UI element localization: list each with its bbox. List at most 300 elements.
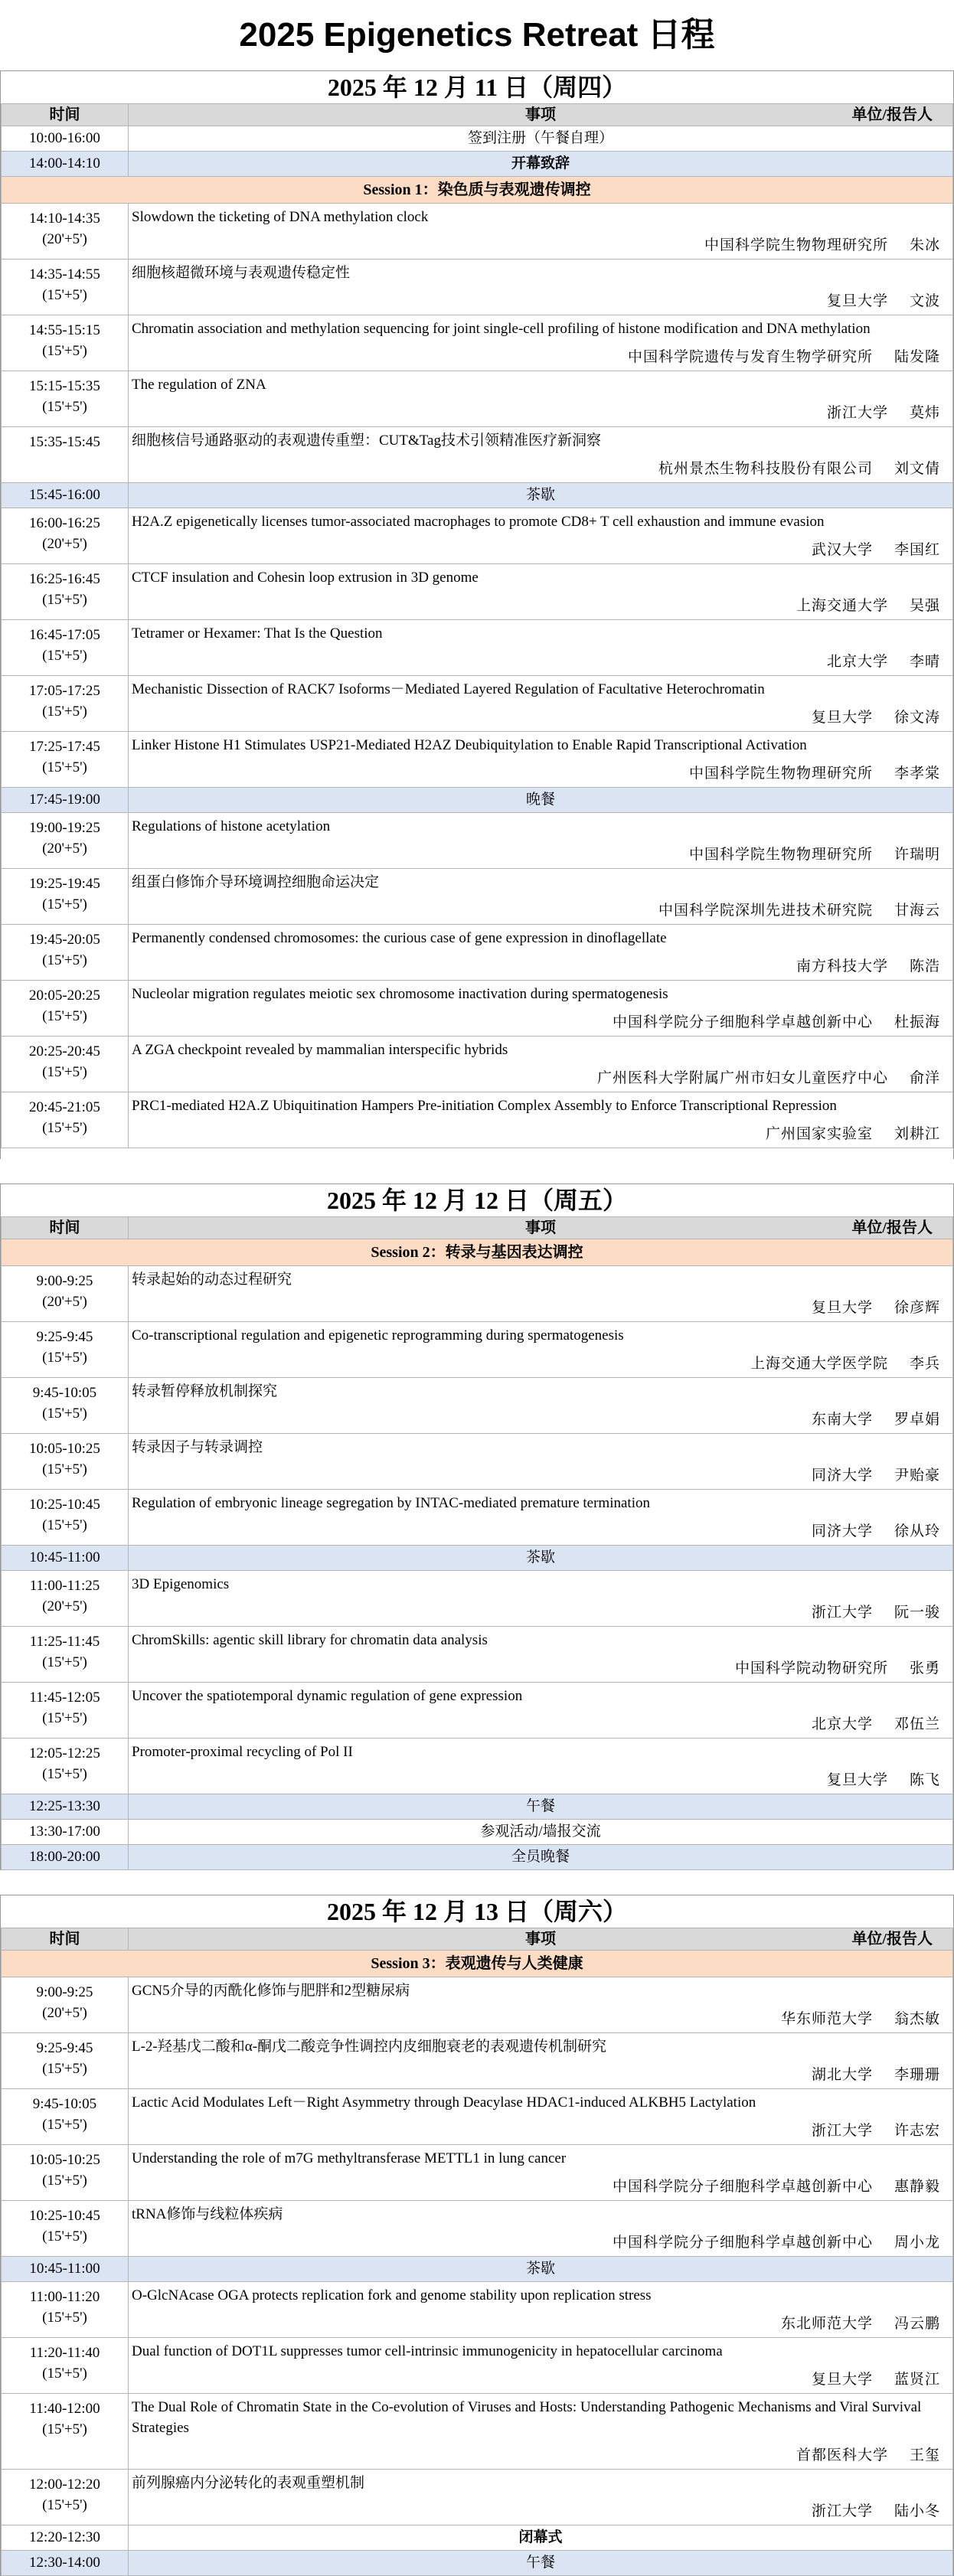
talk-cell	[129, 981, 953, 1037]
talk-duration: (15'+5')	[42, 343, 87, 359]
talk-unit: 中国科学院分子细胞科学卓越创新中心	[612, 1014, 873, 1030]
talk-speaker: 陆小冬	[894, 2503, 940, 2519]
talk-title: PRC1-mediated H2A.Z Ubiquitination Hampers Pre-initiation Complex Assembly to Enforce Transcriptional Repression	[132, 1098, 837, 1114]
time-cell	[2, 1490, 129, 1546]
talk-row	[2, 1092, 953, 1148]
talk-duration: (15'+5')	[42, 399, 87, 415]
talk-speaker: 徐从玲	[894, 1523, 940, 1539]
talk-affiliation-speaker	[750, 1354, 940, 1374]
talk-title: Nucleolar migration regulates meiotic sex chromosome inactivation during spermatogenesis	[132, 986, 668, 1002]
talk-cell	[129, 1092, 953, 1148]
talk-row	[2, 2201, 953, 2257]
talk-cell	[129, 2394, 953, 2470]
talk-cell	[129, 2033, 953, 2089]
talk-affiliation-speaker	[796, 2446, 940, 2466]
talk-affiliation-speaker	[812, 2121, 940, 2141]
talk-unit: 同济大学	[811, 1523, 873, 1539]
talk-speaker: 邓伍兰	[894, 1716, 940, 1732]
talk-time: 14:10-14:35	[29, 211, 100, 227]
session-title: Session 3：表观遗传与人类健康	[2, 1951, 953, 1977]
talk-affiliation-speaker	[812, 1466, 940, 1486]
talk-title: The Dual Role of Chromatin State in the Co-evolution of Viruses and Hosts: Understanding Pathogenic Mechanisms and Viral Survival Strategies	[132, 2399, 922, 2436]
talk-time: 17:05-17:25	[29, 683, 100, 699]
talk-cell	[129, 925, 953, 981]
talk-unit: 湖北大学	[811, 2067, 873, 2083]
talk-title: ChromSkills: agentic skill library for chromatin data analysis	[132, 1632, 488, 1648]
talk-speaker: 徐文涛	[894, 710, 940, 726]
talk-cell	[129, 813, 953, 869]
talk-time: 10:25-10:45	[29, 2208, 100, 2224]
talk-affiliation-speaker	[812, 1522, 940, 1542]
talk-time: 14:35-14:55	[29, 266, 100, 282]
talk-title: 组蛋白修饰介导环境调控细胞命运决定	[132, 874, 380, 890]
talk-duration: (15'+5')	[42, 1517, 87, 1533]
talk-unit: 东南大学	[811, 1412, 873, 1428]
break-label: 午餐	[129, 1794, 953, 1820]
talk-speaker: 李珊珊	[894, 2067, 940, 2083]
talk-duration: (15'+5')	[42, 896, 87, 913]
talk-cell	[129, 1322, 953, 1378]
talk-row	[2, 204, 953, 260]
talk-time: 9:00-9:25	[36, 1984, 93, 2000]
talk-cell	[129, 1627, 953, 1683]
talk-title: tRNA修饰与线粒体疾病	[132, 2206, 283, 2222]
talk-affiliation-speaker	[628, 348, 940, 367]
talk-unit: 复旦大学	[811, 2372, 873, 2388]
session-row	[2, 1239, 953, 1266]
talk-duration: (15'+5')	[42, 952, 87, 968]
talk-cell	[129, 315, 953, 371]
talk-duration: (15'+5')	[42, 287, 87, 303]
column-header-row	[2, 1928, 953, 1951]
time-cell: 10:45-11:00	[2, 1546, 129, 1571]
time-cell	[2, 925, 129, 981]
talk-duration: (20'+5')	[42, 841, 87, 857]
talk-row	[2, 1977, 953, 2033]
talk-row	[2, 676, 953, 732]
talk-time: 12:00-12:20	[29, 2476, 100, 2493]
talk-cell	[129, 1571, 953, 1627]
break-label: 开幕致辞	[129, 152, 953, 177]
time-cell	[2, 1571, 129, 1627]
agenda-break-row	[2, 152, 953, 177]
talk-row	[2, 1322, 953, 1378]
agenda-break-row	[2, 1546, 953, 1571]
agenda-break-row	[2, 1794, 953, 1820]
time-cell	[2, 732, 129, 788]
talk-cell	[129, 676, 953, 732]
talk-affiliation-speaker	[704, 236, 940, 256]
talk-time: 9:00-9:25	[36, 1273, 93, 1289]
talk-affiliation-speaker	[781, 2010, 940, 2029]
talk-time: 20:05-20:25	[29, 988, 100, 1004]
talk-speaker: 许瑞明	[894, 847, 940, 863]
time-cell	[2, 2089, 129, 2145]
break-label: 参观活动/墙报交流	[129, 1820, 953, 1845]
time-cell	[2, 508, 129, 564]
time-cell	[2, 1683, 129, 1739]
talk-duration: (15'+5')	[42, 704, 87, 720]
talk-cell	[129, 2470, 953, 2525]
agenda-break-row	[2, 2525, 953, 2551]
talk-time: 10:05-10:25	[29, 1441, 100, 1457]
talk-time: 19:25-19:45	[29, 876, 100, 892]
talk-title: Chromatin association and methylation sequencing for joint single-cell profiling of histone modification and DNA methylation	[132, 321, 871, 337]
talk-time: 15:15-15:35	[29, 378, 100, 394]
column-header-time: 时间	[2, 104, 129, 126]
talk-cell	[129, 1490, 953, 1546]
talk-title: Regulations of histone acetylation	[132, 818, 331, 834]
talk-cell	[129, 620, 953, 676]
break-label: 午餐	[129, 2551, 953, 2576]
talk-affiliation-speaker	[613, 2233, 940, 2253]
talk-time: 10:25-10:45	[29, 1497, 100, 1513]
talk-duration: (15'+5')	[42, 2173, 87, 2189]
talk-time: 9:25-9:45	[36, 2040, 93, 2056]
talk-unit: 中国科学院遗传与发育生物学研究所	[627, 349, 873, 365]
talk-duration: (20'+5')	[42, 2005, 87, 2021]
talk-speaker: 罗卓娟	[894, 1412, 940, 1428]
talk-unit: 武汉大学	[811, 542, 873, 558]
talk-time: 9:45-10:05	[32, 2096, 97, 2112]
talk-speaker: 杜振海	[894, 1014, 940, 1030]
talk-speaker: 翁杰敏	[894, 2011, 940, 2027]
talk-title: 细胞核超微环境与表观遗传稳定性	[132, 265, 351, 281]
talk-title: Uncover the spatiotemporal dynamic regulation of gene expression	[132, 1688, 523, 1704]
talk-title: 前列腺癌内分泌转化的表观重塑机制	[132, 2475, 365, 2491]
talk-time: 16:00-16:25	[29, 515, 100, 531]
schedule	[0, 70, 954, 2576]
talk-duration: (15'+5')	[42, 1406, 87, 1422]
talk-speaker: 莫炜	[909, 405, 940, 421]
talk-duration: (15'+5')	[42, 1064, 87, 1080]
talk-affiliation-speaker	[827, 652, 940, 672]
talk-time: 11:25-11:45	[29, 1634, 100, 1650]
talk-unit: 复旦大学	[826, 1772, 888, 1788]
page-title: 2025 Epigenetics Retreat 日程	[239, 16, 715, 54]
talk-row	[2, 1434, 953, 1490]
talk-title: CTCF insulation and Cohesin loop extrusion in 3D genome	[132, 570, 479, 586]
time-cell: 13:30-17:00	[2, 1820, 129, 1845]
time-cell	[2, 427, 129, 483]
time-cell	[2, 2201, 129, 2257]
talk-duration: (15'+5')	[42, 592, 87, 608]
talk-duration: (15'+5')	[42, 2117, 87, 2133]
talk-duration: (15'+5')	[42, 1766, 87, 1782]
talk-cell	[129, 1266, 953, 1322]
talk-row	[2, 2282, 953, 2338]
time-cell	[2, 813, 129, 869]
talk-unit: 浙江大学	[826, 405, 888, 421]
talk-cell	[129, 1739, 953, 1794]
time-cell: 12:30-14:00	[2, 2551, 129, 2576]
talk-affiliation-speaker	[812, 1298, 940, 1318]
talk-row	[2, 2338, 953, 2394]
talk-cell	[129, 2338, 953, 2394]
talk-cell	[129, 1977, 953, 2033]
session-row	[2, 177, 953, 204]
talk-unit: 中国科学院生物物理研究所	[688, 766, 873, 782]
talk-affiliation-speaker	[689, 845, 940, 865]
talk-duration: (15'+5')	[42, 2061, 87, 2077]
agenda-break-row	[2, 1820, 953, 1845]
talk-cell	[129, 2282, 953, 2338]
talk-unit: 复旦大学	[811, 710, 873, 726]
column-header-time: 时间	[2, 1928, 129, 1951]
talk-affiliation-speaker	[597, 1069, 940, 1089]
talk-time: 20:25-20:45	[29, 1043, 100, 1059]
time-cell: 15:45-16:00	[2, 483, 129, 508]
day-block	[0, 1895, 954, 2576]
talk-affiliation-speaker	[689, 764, 940, 784]
schedule-table	[1, 103, 953, 1159]
talk-time: 12:05-12:25	[29, 1745, 100, 1761]
column-header-item	[129, 1928, 953, 1951]
talk-unit: 中国科学院分子细胞科学卓越创新中心	[612, 2179, 873, 2195]
talk-affiliation-speaker	[812, 2065, 940, 2085]
talk-cell	[129, 1434, 953, 1490]
break-label: 晚餐	[129, 788, 953, 813]
column-header-item	[129, 1217, 953, 1239]
talk-time: 16:45-17:05	[29, 627, 100, 643]
talk-speaker: 周小龙	[894, 2235, 940, 2251]
talk-cell	[129, 732, 953, 788]
talk-cell	[129, 2145, 953, 2201]
talk-title: Dual function of DOT1L suppresses tumor cell-intrinsic immunogenicity in hepatocellular carcinoma	[132, 2343, 723, 2359]
talk-affiliation-speaker	[827, 292, 940, 312]
session-title: Session 1：染色质与表观遗传调控	[2, 177, 953, 204]
column-header-item-label: 事项	[525, 1931, 556, 1948]
talk-cell	[129, 564, 953, 620]
talk-affiliation-speaker	[658, 901, 940, 921]
time-cell	[2, 371, 129, 427]
talk-affiliation-speaker	[613, 1013, 940, 1033]
break-label: 闭幕式	[129, 2525, 953, 2551]
time-cell	[2, 676, 129, 732]
time-cell: 14:00-14:10	[2, 152, 129, 177]
spacer-cell	[2, 1148, 953, 1160]
talk-row	[2, 869, 953, 925]
talk-unit: 北京大学	[826, 654, 888, 670]
talk-title: O-GlcNAcase OGA protects replication fork and genome stability upon replication stress	[132, 2287, 652, 2303]
talk-duration: (15'+5')	[42, 1350, 87, 1366]
talk-speaker: 甘海云	[894, 903, 940, 919]
talk-unit: 复旦大学	[826, 293, 888, 309]
time-cell	[2, 1266, 129, 1322]
day-heading: 2025 年 12 月 12 日（周五）	[1, 1184, 953, 1216]
talk-speaker: 陈飞	[909, 1772, 940, 1788]
talk-affiliation-speaker	[796, 596, 940, 616]
talk-row	[2, 508, 953, 564]
session-title: Session 2：转录与基因表达调控	[2, 1239, 953, 1266]
talk-speaker: 陈浩	[909, 958, 940, 975]
talk-speaker: 刘文倩	[894, 461, 940, 477]
talk-affiliation-speaker	[781, 2314, 940, 2334]
talk-row	[2, 732, 953, 788]
talk-affiliation-speaker	[613, 2177, 940, 2197]
talk-time: 11:40-12:00	[29, 2401, 100, 2417]
column-header-unit: 单位/报告人	[851, 1219, 933, 1236]
time-cell	[2, 1322, 129, 1378]
time-cell	[2, 2470, 129, 2525]
talk-time: 19:00-19:25	[29, 820, 100, 836]
talk-affiliation-speaker	[812, 2502, 940, 2522]
talk-duration: (15'+5')	[42, 1120, 87, 1136]
talk-title: Lactic Acid Modulates Left－Right Asymmetry through Deacylase HDAC1-induced ALKBH5 Lactylation	[132, 2094, 756, 2111]
talk-speaker: 蓝贤江	[894, 2372, 940, 2388]
talk-time: 11:00-11:20	[29, 2289, 100, 2305]
talk-title: 转录起始的动态过程研究	[132, 1272, 292, 1288]
talk-affiliation-speaker	[812, 708, 940, 728]
talk-title: Slowdown the ticketing of DNA methylation clock	[132, 209, 429, 225]
column-header-item	[129, 104, 953, 126]
time-cell	[2, 981, 129, 1037]
talk-unit: 杭州景杰生物科技股份有限公司	[658, 461, 873, 477]
time-cell	[2, 1037, 129, 1092]
talk-row	[2, 2089, 953, 2145]
time-cell	[2, 2033, 129, 2089]
talk-affiliation-speaker	[812, 1715, 940, 1735]
talk-row	[2, 427, 953, 483]
talk-row	[2, 315, 953, 371]
talk-cell	[129, 508, 953, 564]
talk-speaker: 王玺	[909, 2447, 940, 2463]
talk-title: Co-transcriptional regulation and epigenetic reprogramming during spermatogenesis	[132, 1327, 624, 1344]
talk-title: Promoter-proximal recycling of Pol II	[132, 1744, 353, 1760]
talk-duration: (15'+5')	[42, 759, 87, 775]
talk-title: GCN5介导的丙酰化修饰与肥胖和2型糖尿病	[132, 1983, 410, 1999]
talk-row	[2, 2033, 953, 2089]
talk-row	[2, 1739, 953, 1794]
talk-speaker: 张勇	[909, 1660, 940, 1677]
talk-duration: (15'+5')	[42, 2310, 87, 2326]
talk-row	[2, 371, 953, 427]
talk-time: 11:45-12:05	[29, 1690, 100, 1706]
time-cell	[2, 204, 129, 260]
column-header-unit: 单位/报告人	[851, 1931, 933, 1948]
talk-cell	[129, 1683, 953, 1739]
day-heading: 2025 年 12 月 11 日（周四）	[1, 70, 953, 103]
column-header-item-label: 事项	[525, 106, 556, 123]
talk-unit: 浙江大学	[811, 1605, 873, 1621]
talk-duration: (15'+5')	[42, 2497, 87, 2513]
talk-cell	[129, 371, 953, 427]
talk-affiliation-speaker	[827, 1771, 940, 1791]
time-cell	[2, 2338, 129, 2394]
break-label: 茶歇	[129, 1546, 953, 1571]
talk-unit: 中国科学院动物研究所	[734, 1660, 888, 1677]
time-cell: 12:25-13:30	[2, 1794, 129, 1820]
time-cell	[2, 2145, 129, 2201]
talk-speaker: 吴强	[909, 598, 940, 614]
time-cell	[2, 1378, 129, 1434]
talk-row	[2, 2394, 953, 2470]
talk-time: 17:25-17:45	[29, 739, 100, 755]
talk-affiliation-speaker	[812, 1410, 940, 1430]
talk-row	[2, 981, 953, 1037]
talk-cell	[129, 204, 953, 260]
talk-row	[2, 1571, 953, 1627]
talk-title: Linker Histone H1 Stimulates USP21-Mediated H2AZ Deubiquitylation to Enable Rapid Transcriptional Activation	[132, 737, 807, 753]
time-cell	[2, 620, 129, 676]
day-block	[0, 1184, 954, 1870]
talk-time: 11:20-11:40	[29, 2345, 100, 2361]
time-cell: 17:45-19:00	[2, 788, 129, 813]
time-cell	[2, 315, 129, 371]
talk-affiliation-speaker	[812, 1603, 940, 1623]
talk-time: 14:55-15:15	[29, 322, 100, 338]
talk-time: 9:45-10:05	[32, 1385, 97, 1401]
talk-speaker: 李国红	[894, 542, 940, 558]
column-header-row	[2, 104, 953, 126]
talk-cell	[129, 869, 953, 925]
talk-unit: 南方科技大学	[796, 958, 888, 975]
talk-title: L-2-羟基戊二酸和α-酮戊二酸竞争性调控内皮细胞衰老的表观遗传机制研究	[132, 2039, 607, 2055]
talk-row	[2, 2470, 953, 2525]
talk-speaker: 惠静毅	[894, 2179, 940, 2195]
agenda-break-row	[2, 1845, 953, 1870]
talk-speaker: 徐彦辉	[894, 1300, 940, 1316]
talk-affiliation-speaker	[658, 459, 940, 479]
talk-affiliation-speaker	[812, 540, 940, 560]
talk-unit: 中国科学院分子细胞科学卓越创新中心	[612, 2235, 873, 2251]
talk-unit: 东北师范大学	[780, 2316, 873, 2332]
time-cell: 12:20-12:30	[2, 2525, 129, 2551]
talk-speaker: 冯云鹏	[894, 2316, 940, 2332]
day-gap	[0, 1870, 954, 1895]
talk-duration: (15'+5')	[42, 648, 87, 664]
day-gap	[0, 1159, 954, 1184]
column-header-time: 时间	[2, 1217, 129, 1239]
talk-speaker: 阮一骏	[894, 1605, 940, 1621]
talk-row	[2, 564, 953, 620]
talk-row	[2, 1490, 953, 1546]
time-cell: 10:45-11:00	[2, 2257, 129, 2282]
talk-row	[2, 813, 953, 869]
talk-time: 11:00-11:25	[29, 1578, 100, 1594]
talk-time: 20:45-21:05	[29, 1099, 100, 1115]
talk-row	[2, 2145, 953, 2201]
session-row	[2, 1951, 953, 1977]
talk-duration: (15'+5')	[42, 2421, 87, 2437]
talk-time: 9:25-9:45	[36, 1329, 93, 1345]
talk-title: Permanently condensed chromosomes: the curious case of gene expression in dinoflagellate	[132, 930, 667, 946]
time-cell	[2, 1977, 129, 2033]
talk-affiliation-speaker	[812, 2370, 940, 2390]
talk-time: 15:35-15:45	[29, 434, 100, 450]
talk-duration: (15'+5')	[42, 1710, 87, 1726]
talk-duration: (20'+5')	[42, 1598, 87, 1614]
agenda-break-row	[2, 2551, 953, 2576]
talk-title: 转录因子与转录调控	[132, 1439, 263, 1455]
talk-row	[2, 1037, 953, 1092]
talk-time: 10:05-10:25	[29, 2152, 100, 2168]
talk-title: Tetramer or Hexamer: That Is the Question	[132, 625, 383, 642]
time-cell	[2, 1434, 129, 1490]
talk-row	[2, 620, 953, 676]
schedule-table	[1, 1928, 953, 2576]
talk-time: 16:25-16:45	[29, 571, 100, 587]
talk-cell	[129, 260, 953, 315]
talk-title: 3D Epigenomics	[132, 1576, 230, 1592]
talk-duration: (15'+5')	[42, 2365, 87, 2382]
talk-unit: 浙江大学	[811, 2503, 873, 2519]
talk-cell	[129, 2089, 953, 2145]
talk-speaker: 陆发隆	[894, 349, 940, 365]
talk-title: 转录暂停释放机制探究	[132, 1383, 278, 1399]
talk-unit: 广州国家实验室	[765, 1126, 873, 1142]
talk-row	[2, 1683, 953, 1739]
